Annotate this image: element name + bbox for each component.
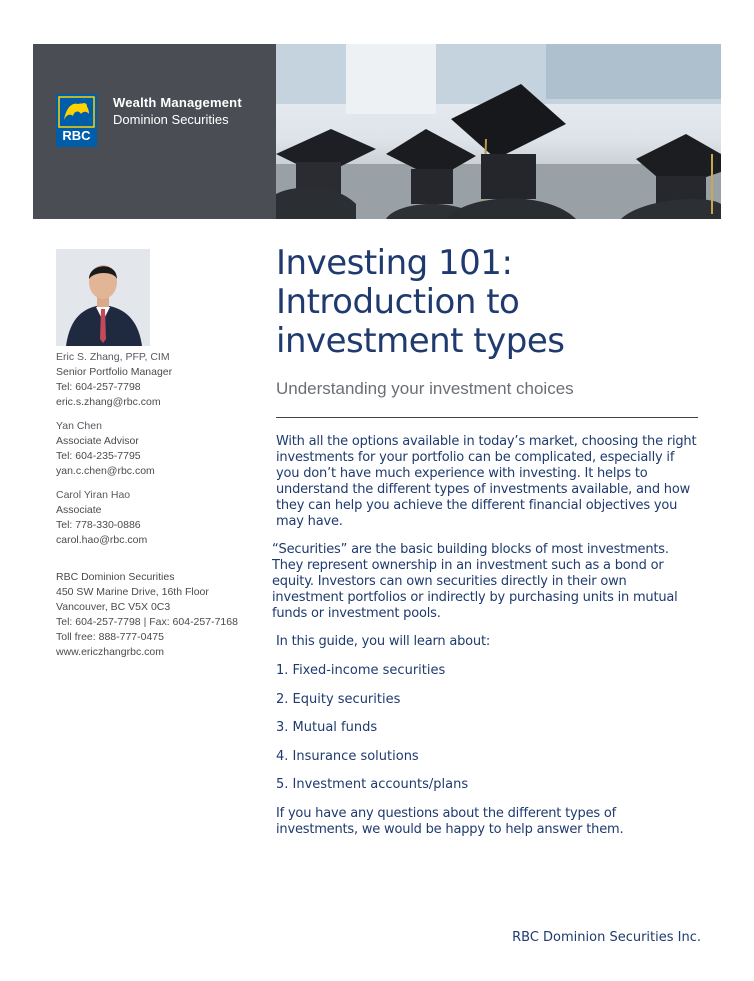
- closing-paragraph: If you have any questions about the different types of investments, we would be happy to help answer them.: [276, 805, 624, 837]
- advisor-role: Senior Portfolio Manager: [56, 366, 173, 378]
- advisor-email[interactable]: carol.hao@rbc.com: [56, 534, 148, 546]
- list-item: 4. Insurance solutions: [276, 748, 419, 764]
- graduation-caps-icon: [276, 44, 721, 219]
- page-title: [276, 244, 700, 361]
- advisor-name: Yan Chen: [56, 420, 102, 432]
- advisor-tel: Tel: 778-330-0886: [56, 519, 141, 531]
- advisor-tel: Tel: 604-235-7795: [56, 450, 141, 462]
- svg-text:RBC: RBC: [62, 128, 91, 143]
- contact-sidebar: [56, 249, 256, 660]
- advisor-contact-1: [56, 419, 256, 479]
- page-subtitle: Understanding your investment choices: [276, 379, 574, 398]
- brand-line1: Wealth Management: [113, 95, 242, 110]
- office-phone-fax: Tel: 604-257-7798 | Fax: 604-257-7168: [56, 616, 238, 628]
- brand-text: [113, 95, 242, 127]
- advisor-email[interactable]: eric.s.zhang@rbc.com: [56, 396, 161, 408]
- office-address: [56, 570, 256, 660]
- advisor-tel: Tel: 604-257-7798: [56, 381, 141, 393]
- rbc-logo-icon: [56, 94, 97, 147]
- securities-paragraph: “Securities” are the basic building blocks of most investments. They represent ownership in an investment such as a bond or equity. Investors can own securities directly in their own investment portfolios or indirectly by purchasing units in mutual funds or investment pools.: [272, 542, 678, 621]
- footer-company: RBC Dominion Securities Inc.: [512, 930, 701, 945]
- topic-list: [276, 663, 700, 793]
- graduation-caps-photo: [276, 44, 721, 219]
- list-item: 5. Investment accounts/plans: [276, 777, 469, 792]
- list-item: 3. Mutual funds: [276, 720, 378, 735]
- advisor-headshot: [56, 249, 150, 346]
- list-item: 2. Equity securities: [276, 691, 401, 707]
- office-address-line2: Vancouver, BC V5X 0C3: [56, 601, 171, 613]
- office-name: RBC Dominion Securities: [56, 571, 175, 583]
- brand-panel: [33, 44, 276, 219]
- person-photo-icon: [56, 249, 150, 346]
- title-line-1: Investing 101:: [276, 243, 513, 283]
- office-address-line1: 450 SW Marine Drive, 16th Floor: [56, 586, 209, 598]
- divider: [276, 417, 698, 418]
- header-banner: [33, 44, 721, 219]
- title-line-2: Introduction to: [276, 282, 520, 322]
- main-content: [272, 243, 700, 838]
- intro-paragraph: With all the options available in today’s market, choosing the right investments for your portfolio can be complicated, especially if you don’t have much experience with investing. It helps to understand the different types of investments available, and how they can help you achieve the different financial objectives you may have.: [276, 434, 697, 529]
- advisor-email[interactable]: yan.c.chen@rbc.com: [56, 465, 155, 477]
- advisor-contact-2: [56, 488, 256, 548]
- brand-line2: Dominion Securities: [113, 112, 229, 127]
- advisor-role: Associate: [56, 504, 102, 516]
- advisor-role: Associate Advisor: [56, 435, 139, 447]
- advisor-name: Carol Yiran Hao: [56, 489, 131, 501]
- guide-intro: In this guide, you will learn about:: [276, 634, 491, 649]
- office-toll-free: Toll free: 888-777-0475: [56, 631, 164, 643]
- office-website[interactable]: www.ericzhangrbc.com: [56, 646, 164, 658]
- advisor-contact-0: [56, 350, 256, 410]
- title-line-3: investment types: [276, 321, 565, 361]
- advisor-name: Eric S. Zhang, PFP, CIM: [56, 351, 170, 363]
- list-item: 1. Fixed-income securities: [276, 663, 446, 678]
